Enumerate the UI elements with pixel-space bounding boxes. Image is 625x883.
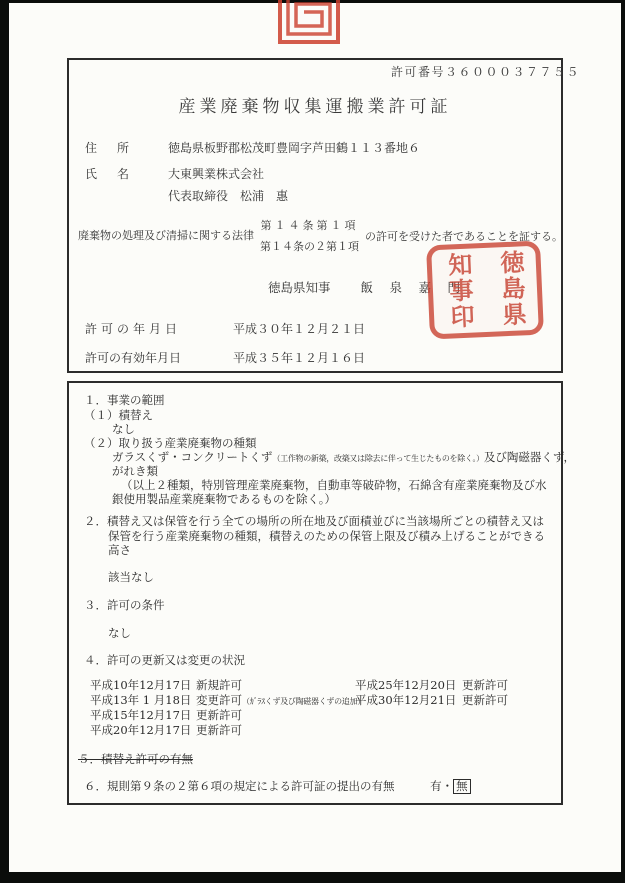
renewal-date: 平成13年 1 月18日 [90, 693, 192, 707]
address-label [85, 139, 129, 156]
law-suffix: の許可を受けた者であることを証する。 [365, 230, 563, 243]
address-row [85, 139, 421, 156]
waste-type-main: ガラスくず・コンクリートくず [112, 450, 273, 464]
waste-type-line4: 銀使用製品産業廃棄物であるものを除く。） [112, 492, 337, 506]
name-label [85, 165, 129, 182]
renewal-date: 平成10年12月17日 [90, 678, 192, 692]
section1-2-label: （２）取り扱う産業廃棄物の種類 [84, 436, 257, 450]
renewal-action: 更新許可 [196, 723, 242, 737]
grant-date-row [85, 320, 366, 337]
renewal-row [90, 707, 556, 723]
renewal-action: 変更許可 [196, 693, 242, 707]
waste-type-line3: （以上２種類，特別管理産業廃棄物，自動車等破砕物，石綿含有産業廃棄物及び水 [121, 478, 547, 492]
submission-separator: ・ [441, 779, 454, 793]
name-row [85, 165, 265, 182]
governor-seal-text-left: 知事印 [443, 251, 476, 331]
submission-yes: 有 [430, 779, 442, 793]
section3-value: なし [108, 626, 131, 640]
section1-heading: １．事業の範囲 [84, 393, 165, 407]
renewal-date: 平成20年12月17日 [90, 723, 192, 737]
section1-1-value: なし [112, 422, 135, 436]
name-label-char: 氏 [85, 167, 98, 181]
company-name: 大東興業株式会社 [168, 167, 265, 181]
renewal-action: 更新許可 [462, 693, 508, 707]
renewal-row [90, 677, 556, 693]
grant-date-label: 許可の年月日 [85, 322, 182, 336]
section1-1-label: （１）積替え [84, 408, 153, 422]
renewal-action: 更新許可 [196, 708, 242, 722]
section2-line3: 高さ [108, 543, 131, 557]
governor-seal-icon [426, 241, 544, 340]
representative-name: 代表取締役 松浦 惠 [168, 189, 289, 203]
issuer-title: 徳島県知事 [268, 280, 331, 295]
renewal-row [90, 722, 556, 738]
law-article-upper: 第１４条第１項 [260, 219, 359, 232]
renewal-date: 平成15年12月17日 [90, 708, 192, 722]
address-label-char: 住 [85, 141, 98, 155]
waste-type-line1 [112, 449, 575, 465]
section2-line1: ２．積替え又は保管を行う全ての場所の所在地及び面積並びに当該場所ごとの積替え又は [84, 514, 544, 528]
valid-date-label: 許可の有効年月日 [85, 351, 182, 365]
document-title: 産業廃棄物収集運搬業許可証 [178, 97, 452, 117]
renewal-action: 更新許可 [462, 678, 508, 692]
renewal-date: 平成30年12月21日 [355, 693, 457, 707]
address-value: 徳島県板野郡松茂町豊岡字芦田鶴１１３番地６ [168, 141, 421, 155]
renewal-note: （ｶﾞﾗｽくず及び陶磁器くずの追加） [242, 697, 365, 706]
section6-heading: ６．規則第９条の２第６項の規定による許可証の提出の有無 [84, 779, 395, 793]
renewal-date: 平成25年12月20日 [355, 678, 457, 692]
submission-no-selected: 無 [453, 779, 471, 794]
registration-stamp-icon [276, 0, 342, 50]
section3-heading: ３．許可の条件 [84, 598, 165, 612]
valid-date-row [85, 349, 366, 366]
permit-number: 許可番号３６０００３７７５５ [391, 65, 581, 79]
address-label-char: 所 [116, 141, 129, 155]
waste-type-line2: がれき類 [112, 464, 158, 478]
waste-type-tail: 及び陶磁器くず， [483, 450, 575, 464]
section4-heading: ４．許可の更新又は変更の状況 [84, 653, 245, 667]
renewal-row [90, 692, 556, 708]
law-article-lower: 第１４条の２第１項 [260, 240, 359, 253]
section2-line2: 保管を行う産業廃棄物の種類，積替えのための保管上限及び積み上げることができる [108, 529, 545, 543]
name-label-char: 名 [116, 167, 129, 181]
section5-heading-struck: ５．積替え許可の有無 [78, 752, 193, 766]
section6-row [84, 778, 471, 794]
issuer-name: 飯 泉 嘉 門 [360, 280, 463, 295]
waste-type-note: （工作物の新築，改築又は除去に伴って生じたものを除く。） [272, 454, 484, 463]
law-prefix: 廃棄物の処理及び清掃に関する法律 [78, 229, 254, 242]
law-articles [260, 217, 359, 254]
renewal-action: 新規許可 [196, 678, 242, 692]
grant-date-value: 平成３０年１２月２１日 [233, 322, 366, 336]
valid-date-value: 平成３５年１２月１６日 [233, 351, 366, 365]
section2-value: 該当なし [108, 570, 154, 584]
governor-seal-text-right: 徳島県 [495, 249, 528, 329]
